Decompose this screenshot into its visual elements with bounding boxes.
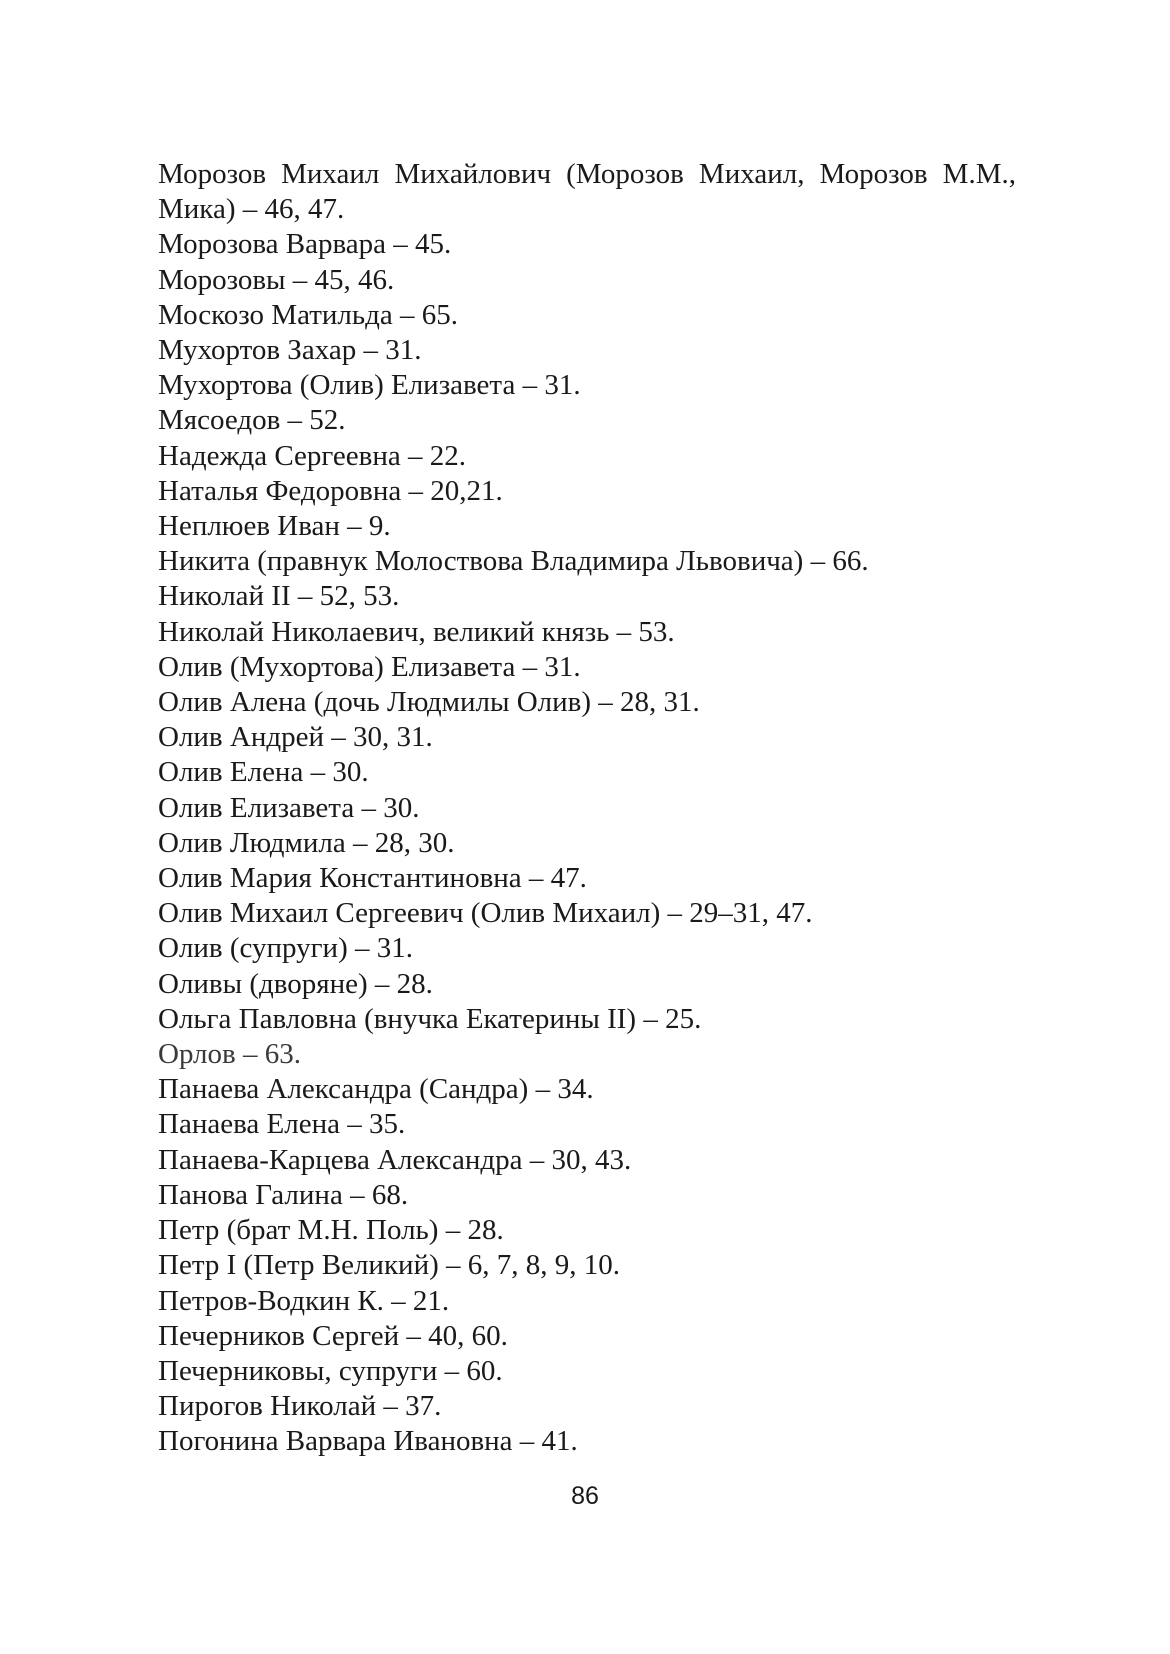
index-entry: Петр (брат М.Н. Поль) – 28.: [158, 1214, 504, 1247]
index-entry: Неплюев Иван – 9.: [158, 510, 391, 543]
index-entry: Олив Михаил Сергеевич (Олив Михаил) – 29–31, 47.: [158, 897, 813, 930]
index-entry: Олив Андрей – 30, 31.: [158, 721, 433, 754]
index-entry: Пирогов Николай – 37.: [158, 1390, 442, 1423]
index-entry: Мухортов Захар – 31.: [158, 334, 422, 367]
index-entry: Морозовы – 45, 46.: [158, 263, 395, 296]
index-entry: Панаева-Карцева Александра – 30, 43.: [158, 1143, 632, 1176]
name-index-list: [158, 157, 1016, 1460]
index-entry: Панова Галина – 68.: [158, 1178, 409, 1211]
index-entry: Погонина Варвара Ивановна – 41.: [158, 1425, 578, 1458]
index-entry: Морозова Варвара – 45.: [158, 228, 452, 261]
index-entry: Николай II – 52, 53.: [158, 580, 400, 613]
index-entry: Петр I (Петр Великий) – 6, 7, 8, 9, 10.: [158, 1249, 620, 1282]
index-entry: Петров-Водкин К. – 21.: [158, 1284, 450, 1317]
index-entry: Олив (супруги) – 31.: [158, 932, 413, 965]
index-entry: Олив Мария Константиновна – 47.: [158, 862, 587, 895]
index-entry: Печерниковы, супруги – 60.: [158, 1354, 503, 1387]
index-entry: Морозов Михаил Михайлович (Морозов Михаил, Морозов М.М., Мика) – 46, 47.: [158, 158, 1016, 226]
index-entry: Никита (правнук Молоствова Владимира Львовича) – 66.: [158, 545, 869, 578]
page-number: 86: [571, 1482, 599, 1510]
index-entry: Орлов – 63.: [158, 1038, 301, 1071]
index-entry: Мухортова (Олив) Елизавета – 31.: [158, 369, 581, 402]
index-entry: Олив Алена (дочь Людмилы Олив) – 28, 31.: [158, 686, 700, 719]
index-entry: Печерников Сергей – 40, 60.: [158, 1319, 508, 1352]
index-entry: Москозо Матильда – 65.: [158, 298, 458, 331]
index-entry: Панаева Александра (Сандра) – 34.: [158, 1073, 594, 1106]
index-entry: Николай Николаевич, великий князь – 53.: [158, 615, 675, 648]
index-entry: Олив Елена – 30.: [158, 756, 369, 789]
index-entry: Оливы (дворяне) – 28.: [158, 967, 433, 1000]
index-entry: Наталья Федоровна – 20,21.: [158, 474, 503, 507]
index-entry: Мясоедов – 52.: [158, 404, 346, 437]
index-entry: Олив Людмила – 28, 30.: [158, 826, 455, 859]
index-entry: Ольга Павловна (внучка Екатерины II) – 25.: [158, 1002, 702, 1035]
index-entry: Надежда Сергеевна – 22.: [158, 439, 467, 472]
index-entry: Олив (Мухортова) Елизавета – 31.: [158, 650, 581, 683]
index-entry: Олив Елизавета – 30.: [158, 791, 420, 824]
index-entry: Панаева Елена – 35.: [158, 1108, 406, 1141]
